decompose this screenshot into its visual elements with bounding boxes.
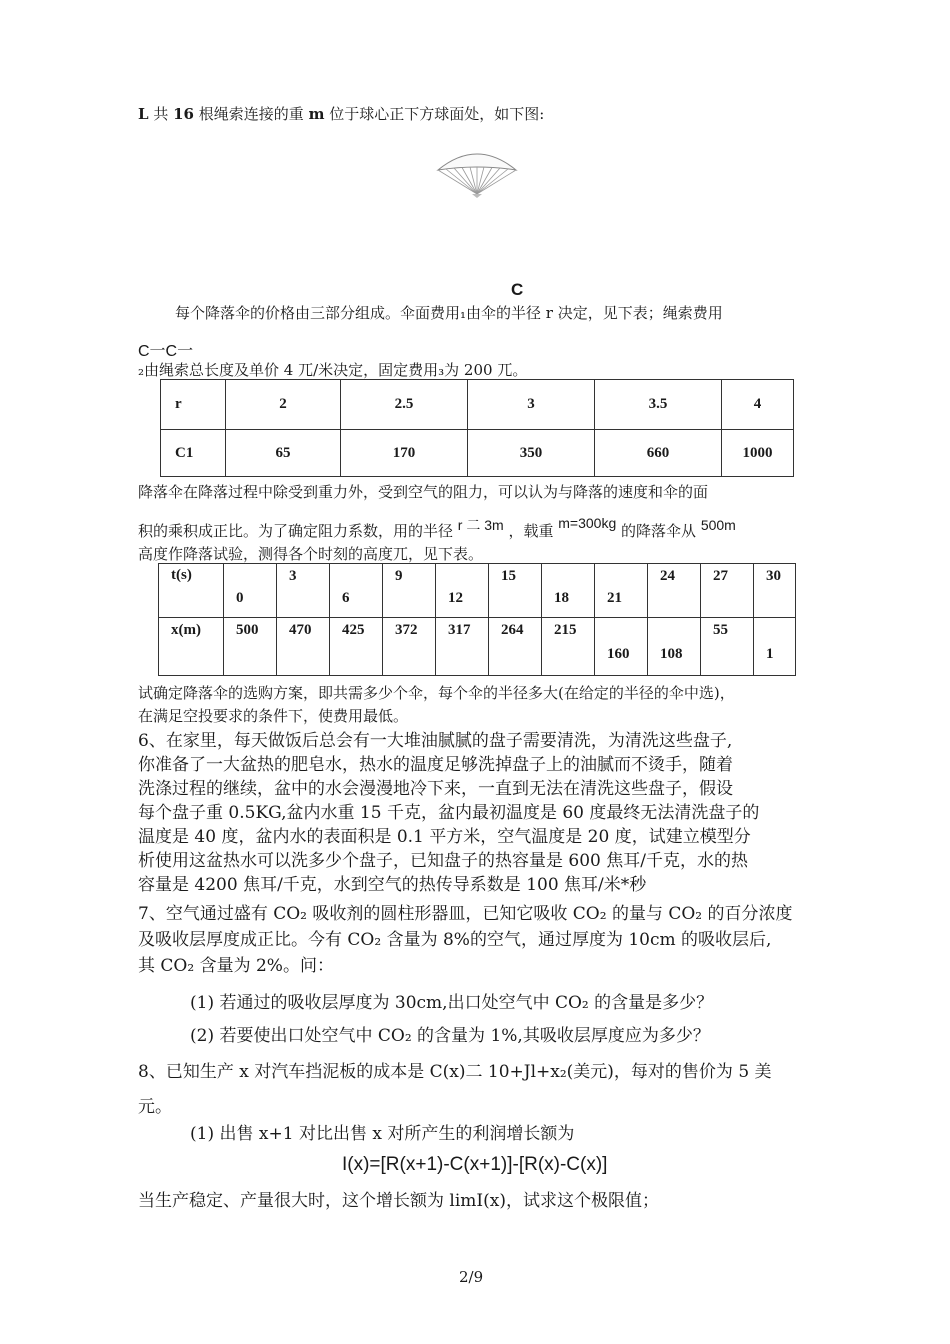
- problem-7: [138, 901, 793, 979]
- problem-6-line: 温度是 40 度，盆内水的表面积是 0.1 平方米，空气温度是 20 度，试建立模型分: [138, 827, 751, 847]
- problem-8-sub: (1) 出售 x+1 对比出售 x 对所产生的利润增长额为: [190, 1124, 575, 1144]
- table1-cell: 3: [468, 380, 595, 430]
- intro-m: m: [308, 105, 325, 123]
- table2-cell: 30: [754, 564, 796, 618]
- problem-7-q1: (1) 若通过的吸收层厚度为 30cm,出口处空气中 CO₂ 的含量是多少？: [190, 993, 714, 1013]
- cost-title: C: [511, 280, 524, 299]
- table2-cell: 215: [542, 618, 595, 676]
- intro-num: 16: [173, 105, 194, 123]
- intro-mid: 根绳索连接的重: [198, 105, 304, 123]
- table1-cell: 2.5: [341, 380, 468, 430]
- table2-cell: 15: [489, 564, 542, 618]
- drag-mass: m=300kg: [558, 515, 617, 531]
- table2-cell: 3: [277, 564, 330, 618]
- page-number: 2/9: [459, 1268, 484, 1286]
- task-line2: 在满足空投要求的条件下，使费用最低。: [138, 707, 409, 725]
- problem-6-line: 容量是 4200 焦耳/千克，水到空气的热传导系数是 100 焦耳/米*秒: [138, 875, 647, 895]
- table2-cell: 24: [648, 564, 701, 618]
- intro-prefix: L: [138, 105, 149, 123]
- table2-cell: 264: [489, 618, 542, 676]
- table1-cell: r: [161, 380, 226, 430]
- radius-cost-table: [160, 379, 794, 477]
- drag-para-line2b: ，载重: [508, 522, 554, 540]
- intro-line: [138, 103, 544, 124]
- table2-cell: 1: [754, 618, 796, 676]
- table2-cell: 317: [436, 618, 489, 676]
- table2-cell: 18: [542, 564, 595, 618]
- table1-cell: 4: [722, 380, 794, 430]
- table1-cell: 1000: [722, 430, 794, 477]
- table2-cell: 9: [383, 564, 436, 618]
- problem-6: [138, 729, 759, 897]
- drag-para-line1: 降落伞在降落过程中除受到重力外，受到空气的阻力，可以认为与降落的速度和伞的面: [138, 483, 709, 501]
- task-line1: 试确定降落伞的选购方案，即共需多少个伞，每个伞的半径多大(在给定的半径的伞中选)，: [138, 684, 735, 702]
- problem-7-line: 7、空气通过盛有 CO₂ 吸收剂的圆柱形器皿，已知它吸收 CO₂ 的量与 CO₂ 的百分浓度: [138, 904, 793, 924]
- table2-cell: 470: [277, 618, 330, 676]
- drag-para-line2a: 积的乘积成正比。为了确定阻力系数，用的半径: [138, 522, 454, 540]
- drag-radius: r 二 3m: [457, 517, 504, 533]
- table2-cell: 6: [330, 564, 383, 618]
- table1-cell: C1: [161, 430, 226, 477]
- table2-cell: x(m): [159, 618, 224, 676]
- problem-6-line: 你准备了一大盆热的肥皂水，热水的温度足够洗掉盘子上的油腻而不烫手，随着: [138, 755, 733, 775]
- drag-height: 500m: [700, 517, 736, 533]
- problem-6-line: 每个盘子重 0.5KG,盆内水重 15 千克，盆内最初温度是 60 度最终无法清洗盘子的: [138, 803, 760, 823]
- table1-cell: 170: [341, 430, 468, 477]
- cost-para-line2: ₂由绳索总长度及单价 4 兀/米决定，固定费用₃为 200 兀。: [138, 361, 528, 379]
- drag-para-line2c: 的降落伞从: [621, 522, 697, 540]
- table2-cell: 500: [224, 618, 277, 676]
- cost-formula: C一C一: [138, 343, 194, 360]
- table2-cell: 21: [595, 564, 648, 618]
- table1-cell: 660: [595, 430, 722, 477]
- problem-8-line1: 8、已知生产 x 对汽车挡泥板的成本是 C(x)二 10+Jl+x₂(美元)，每对的售价为 5 美: [138, 1062, 772, 1082]
- table2-cell: 55: [701, 618, 754, 676]
- problem-6-line: 洗涤过程的继续，盆中的水会漫漫地冷下来，一直到无法在清洗这些盘子，假设: [138, 779, 733, 799]
- table1-cell: 2: [226, 380, 341, 430]
- intro-text: 共: [153, 105, 169, 123]
- table1-cell: 350: [468, 430, 595, 477]
- problem-8-line2: 元。: [138, 1097, 172, 1117]
- table2-cell: t(s): [159, 564, 224, 618]
- problem-7-q2: (2) 若要使出口处空气中 CO₂ 的含量为 1%,其吸收层厚度应为多少？: [190, 1026, 710, 1046]
- parachute-figure-icon: [436, 148, 518, 200]
- problem-6-line: 析使用这盆热水可以洗多少个盘子，已知盘子的热容量是 600 焦耳/千克，水的热: [138, 851, 748, 871]
- table2-cell: 27: [701, 564, 754, 618]
- table2-cell: 0: [224, 564, 277, 618]
- table1-cell: 65: [226, 430, 341, 477]
- table2-cell: 160: [595, 618, 648, 676]
- time-height-table: [158, 563, 796, 676]
- table2-cell: 108: [648, 618, 701, 676]
- table1-cell: 3.5: [595, 380, 722, 430]
- problem-7-line: 其 CO₂ 含量为 2%。问：: [138, 956, 334, 976]
- problem-7-line: 及吸收层厚度成正比。今有 CO₂ 含量为 8%的空气，通过厚度为 10cm 的吸收层后,: [138, 930, 772, 950]
- drag-para-line3: 高度作降落试验，测得各个时刻的高度兀，见下表。: [138, 545, 484, 563]
- table2-cell: 425: [330, 618, 383, 676]
- profit-formula: I(x)=[R(x+1)-C(x+1)]-[R(x)-C(x)]: [342, 1154, 608, 1175]
- table2-cell: 372: [383, 618, 436, 676]
- problem-8-last: 当生产稳定、产量很大时，这个增长额为 limI(x)，试求这个极限值；: [138, 1191, 659, 1211]
- table2-cell: 12: [436, 564, 489, 618]
- intro-rest: 位于球心正下方球面处，如下图:: [329, 105, 545, 123]
- cost-para-line1: 每个降落伞的价格由三部分组成。伞面费用₁由伞的半径 r 决定，见下表；绳索费用: [175, 304, 723, 322]
- problem-6-line: 6、在家里，每天做饭后总会有一大堆油腻腻的盘子需要清洗，为清洗这些盘子,: [138, 731, 733, 751]
- drag-para-line2: [138, 515, 736, 541]
